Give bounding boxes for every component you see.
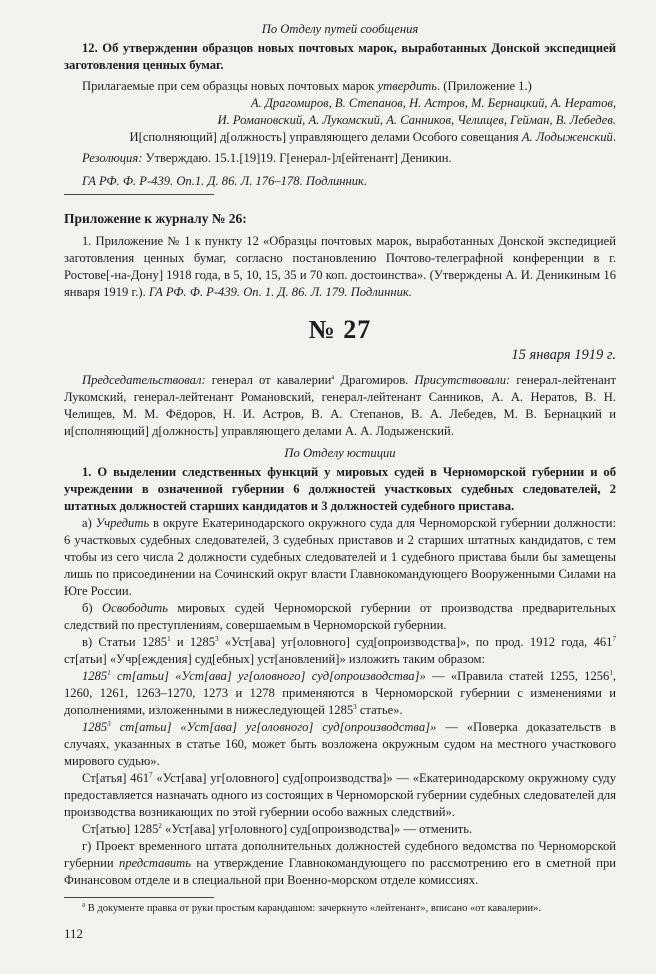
quoted-article-2: 1285$^3$ ст[атьи] «Уст[ава] уг[оловного] суд[опроизводства]» — «Поверка доказательств в случаях, указанных в статье 160, может быть возложена окружным судом на местного участкового мирового судью». xyxy=(64,719,616,768)
item-12-text: Прилагаемые при сем образцы новых почтовых марок утвердить. (Приложение 1.) xyxy=(82,79,532,93)
item-1-b: б) Освободить мировых судей Черноморской губернии от производства предварительных следствий по преступлениям, совершаемым в Черноморской губернии. xyxy=(64,601,616,632)
item-12-title: 12. Об утверждении образцов новых почтовых марок, выработанных Донской экспедицией заготовления ценных бумаг. xyxy=(64,41,616,72)
signatures-line-2: И. Романовский, А. Лукомский, А. Санников, Челищев, Гейман, В. Лебедев. xyxy=(217,113,616,127)
section-heading-transport: По Отделу путей сообщения xyxy=(261,22,419,36)
footnote-divider xyxy=(64,897,214,898)
signatures-line-1: А. Драгомиров, В. Степанов, Н. Астров, М. Бернацкий, А. Нератов, xyxy=(250,96,616,110)
archive-reference: ГА РФ. Ф. Р-439. Оп.1. Д. 86. Л. 176–178. Подлинник. xyxy=(82,174,368,188)
appendix-text: 1. Приложение № 1 к пункту 12 «Образцы почтовых марок, выработанных Донской экспедицией заготовления ценных бумаг, согласно постановлению Почтово-телеграфной конференции в г. Ростове[-на-Дону] 1918 года, в 5, 10, 15, 35 и 70 коп. достоинства». (Утверждены А. И. Деникиным 16 января 1919 г.). ГА РФ. Ф. Р-439. Оп. 1. Д. 86. Л. 179. Подлинник. xyxy=(64,234,616,299)
quoted-article-4: Ст[атью] 1285$^2$ «Уст[ава] уг[оловного] суд[опроизводства]» — отменить. xyxy=(82,821,473,836)
divider xyxy=(64,194,214,195)
footnote: $^a$ В документе правка от руки простым карандашом: зачеркнуто «лейтенант», вписано «от кавалерии». xyxy=(82,900,542,914)
document-date: 15 января 1919 г. xyxy=(511,347,616,363)
attendance: Председательствовал: генерал от кавалерии$^a$ Драгомиров. Присутствовали: генерал-лейтенант Лукомский, генерал-лейтенант Романовский, генерал-лейтенант Санников, А. А. Нератов, В. Н. Челищев, М. М. Фёдоров, Н. И. Астров, В. А. Степанов, В. А. Лебедев, М. В. Бернацкий и и[сполняющий] д[олжность] управляющего делами А. А. Лодыженский. xyxy=(64,372,616,438)
quoted-article-1: 1285$^1$ ст[атьи] «Уст[ава] уг[оловного] суд[опроизводства]» — «Правила статей 1255, 1256$^1$, 1260, 1261, 1263–1270, 1273 и 1278 применяются в Черноморской губернии с изменениями и дополнениями, изложенными в нижеследующей 1285$^3$ статье». xyxy=(64,668,616,717)
page-number: 112 xyxy=(64,926,84,941)
appendix-title: Приложение к журналу № 26: xyxy=(64,211,247,226)
item-1-g: г) Проект временного штата дополнительных должностей судебного ведомства по Черноморской губернии представить на утверждение Главнокомандующего по рассмотрению его в сметной при Финансовом отделе и в специальной при Военно-морском отделе комиссиях. xyxy=(64,839,616,887)
resolution: Резолюция: Утверждаю. 15.1.[19]19. Г[енерал-]л[ейтенант] Деникин. xyxy=(82,151,452,165)
footnote-ref: a xyxy=(331,372,335,381)
document-number: № 27 xyxy=(308,315,372,344)
signatures-line-3: И[сполняющий] д[олжность] управляющего делами Особого совещания А. Лодыженский. xyxy=(129,130,616,144)
section-heading-justice: По Отделу юстиции xyxy=(284,446,396,460)
item-1-title: 1. О выделении следственных функций у мировых судей в Черноморской губернии и об учреждении в означенной губернии 6 должностей участковых судебных следователей, 2 штатных должностей старших кандидатов и 3 должностей судебного пристава. xyxy=(64,465,616,513)
quoted-article-3: Ст[атья] $461^7$ «Уст[ава] уг[оловного] суд[опроизводства]» — «Екатеринодарскому окружному суду предоставляется назначать одного из состоящих в Черноморской губернии судебных следователей для производства возникающих по этой губернии особо важных следствий». xyxy=(64,770,616,819)
item-1-a: а) Учредить в округе Екатеринодарского окружного суда для Черноморской губернии должности: 6 участковых судебных следователей, 3 судебных приставов и 2 старших штатных кандидатов, с тем чтобы из сего числа 2 должности судебных следователей и 1 судебного пристава были бы замещены лишь по присоединении на Сочинский округ власти Главнокомандующего Вооруженными Силами на Юге России. xyxy=(64,516,616,598)
item-1-v: в) Статьи 1285$^1$ и 1285$^3$ «Уст[ава] уг[оловного] суд[опроизводства]», по прод. 1912 года, $461^7$ ст[атьи] «Учр[еждения] суд[ебных] уст[ановлений]» изложить таким образом: xyxy=(64,634,616,666)
